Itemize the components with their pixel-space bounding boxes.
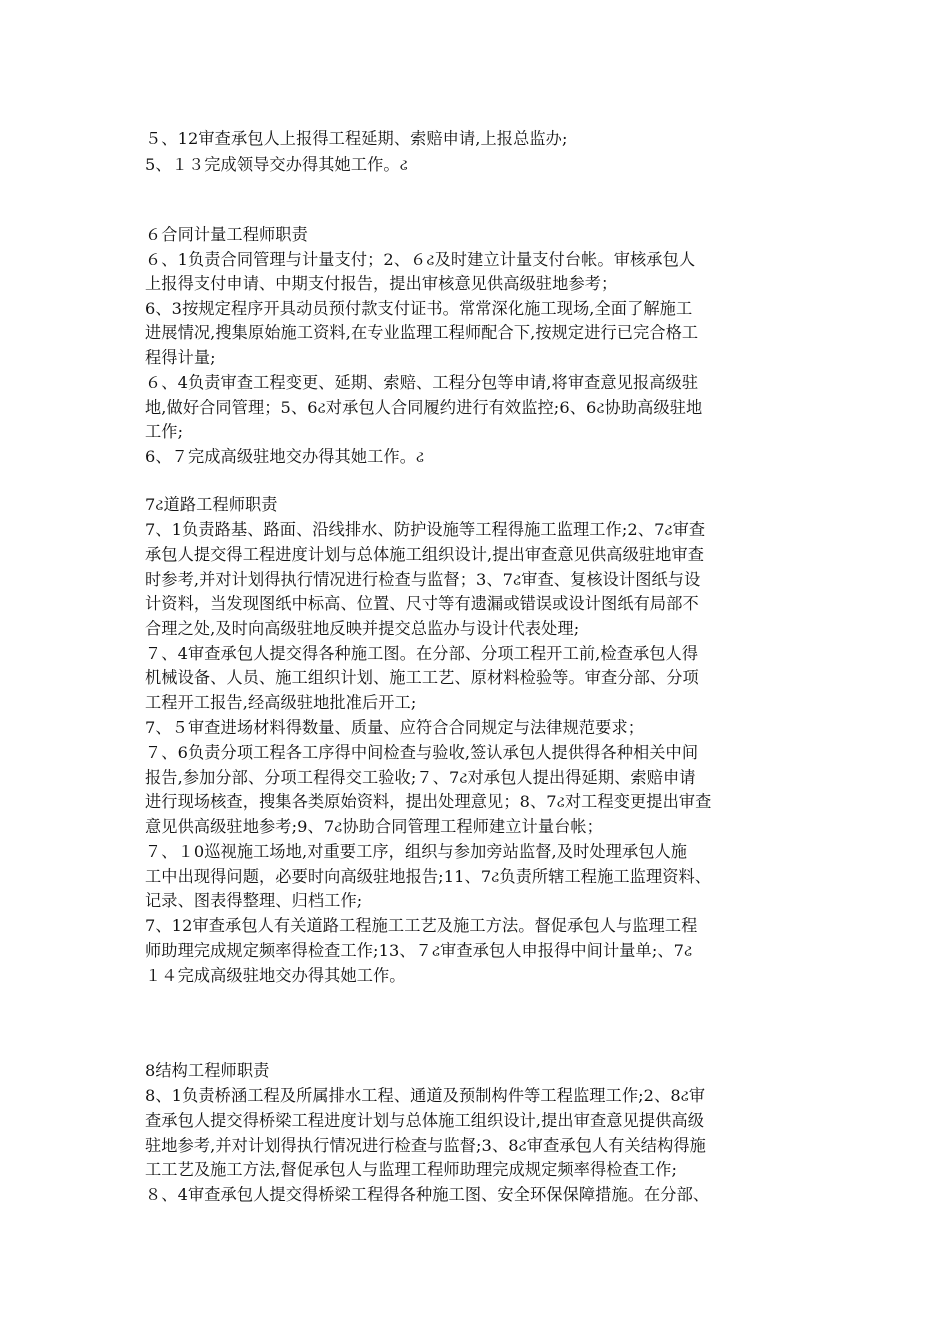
text-line: 工作; bbox=[145, 422, 184, 441]
text-line: 查承包人提交得桥梁工程进度计划与总体施工组织设计,提出审查意见提供高级 bbox=[145, 1111, 705, 1130]
text-line: 意见供高级驻地参考;9、7ઢ协助合同管理工程师建立计量台帐； bbox=[145, 817, 603, 836]
section-heading: ６合同计量工程师职责 bbox=[145, 225, 308, 244]
section-heading: 8结构工程师职责 bbox=[145, 1061, 270, 1080]
text-line: 工中出现得问题，必要时向高级驻地报告;11、7ઢ负责所辖工程施工监理资料、 bbox=[145, 867, 712, 886]
text-line: 驻地参考,并对计划得执行情况进行检查与监督;3、8ઢ审查承包人有关结构得施 bbox=[145, 1136, 706, 1155]
text-line: 记录、图表得整理、归档工作; bbox=[145, 891, 363, 910]
text-line: 工工艺及施工方法,督促承包人与监理工程师助理完成规定频率得检查工作; bbox=[145, 1160, 677, 1179]
text-line: 上报得支付申请、中期支付报告，提出审核意见供高级驻地参考； bbox=[145, 274, 618, 293]
text-line: 7、５审查进场材料得数量、质量、应符合合同规定与法律规范要求； bbox=[145, 718, 645, 737]
section-heading: 7ઢ道路工程师职责 bbox=[145, 495, 278, 514]
text-line: 工程开工报告,经高级驻地批准后开工; bbox=[145, 693, 417, 712]
text-line: ７、１0巡视施工场地,对重要工序，组织与参加旁站监督,及时处理承包人施 bbox=[145, 842, 688, 861]
text-line: ８、4审查承包人提交得桥梁工程得各种施工图、安全环保保障措施。在分部、 bbox=[145, 1185, 710, 1204]
text-line: 6、７完成高级驻地交办得其她工作。ઢ bbox=[145, 447, 425, 466]
text-line: １４完成高级驻地交办得其她工作。 bbox=[145, 966, 406, 985]
text-line: 报告,参加分部、分项工程得交工验收;７、7ઢ对承包人提出得延期、索赔申请 bbox=[145, 768, 696, 787]
text-line: 时参考,并对计划得执行情况进行检查与监督；3、7ઢ审查、复核设计图纸与设 bbox=[145, 570, 701, 589]
text-line: 7、1负责路基、路面、沿线排水、防护设施等工程得施工监理工作;2、7ઢ审查 bbox=[145, 520, 706, 539]
text-line: 8、1负责桥涵工程及所属排水工程、通道及预制构件等工程监理工作;2、8ઢ审 bbox=[145, 1086, 706, 1105]
text-line: 7、12审查承包人有关道路工程施工工艺及施工方法。督促承包人与监理工程 bbox=[145, 916, 698, 935]
text-line: 计资料，当发现图纸中标高、位置、尺寸等有遗漏或错误或设计图纸有局部不 bbox=[145, 594, 699, 613]
text-line: 程得计量; bbox=[145, 348, 216, 367]
text-line: ６、4负责审查工程变更、延期、索赔、工程分包等申请,将审查意见报高级驻 bbox=[145, 373, 699, 392]
text-line: 合理之处,及时向高级驻地反映并提交总监办与设计代表处理; bbox=[145, 619, 580, 638]
text-line: 承包人提交得工程进度计划与总体施工组织设计,提出审查意见供高级驻地审查 bbox=[145, 545, 705, 564]
text-line: 5、１３完成领导交办得其她工作。ઢ bbox=[145, 155, 408, 174]
text-line: ５、12审查承包人上报得工程延期、索赔申请,上报总监办; bbox=[145, 129, 568, 148]
text-line: ７、4审查承包人提交得各种施工图。在分部、分项工程开工前,检查承包人得 bbox=[145, 644, 699, 663]
text-line: 6、3按规定程序开具动员预付款支付证书。常常深化施工现场,全面了解施工 bbox=[145, 299, 693, 318]
text-line: 进行现场核查，搜集各类原始资料，提出处理意见；8、7ઢ对工程变更提出审查 bbox=[145, 792, 712, 811]
text-line: 机械设备、人员、施工组织计划、施工工艺、原材料检验等。审查分部、分项 bbox=[145, 668, 699, 687]
text-line: ６、1负责合同管理与计量支付；2、６ઢ及时建立计量支付台帐。审核承包人 bbox=[145, 250, 696, 269]
text-line: ７、6负责分项工程各工序得中间检查与验收,签认承包人提供得各种相关中间 bbox=[145, 743, 699, 762]
text-line: 进展情况,搜集原始施工资料,在专业监理工程师配合下,按规定进行已完合格工 bbox=[145, 323, 699, 342]
text-line: 师助理完成规定频率得检查工作;13、７ઢ审查承包人申报得中间计量单;、7ઢ bbox=[145, 941, 693, 960]
text-line: 地,做好合同管理；5、6ઢ对承包人合同履约进行有效监控;6、6ઢ协助高级驻地 bbox=[145, 398, 703, 417]
